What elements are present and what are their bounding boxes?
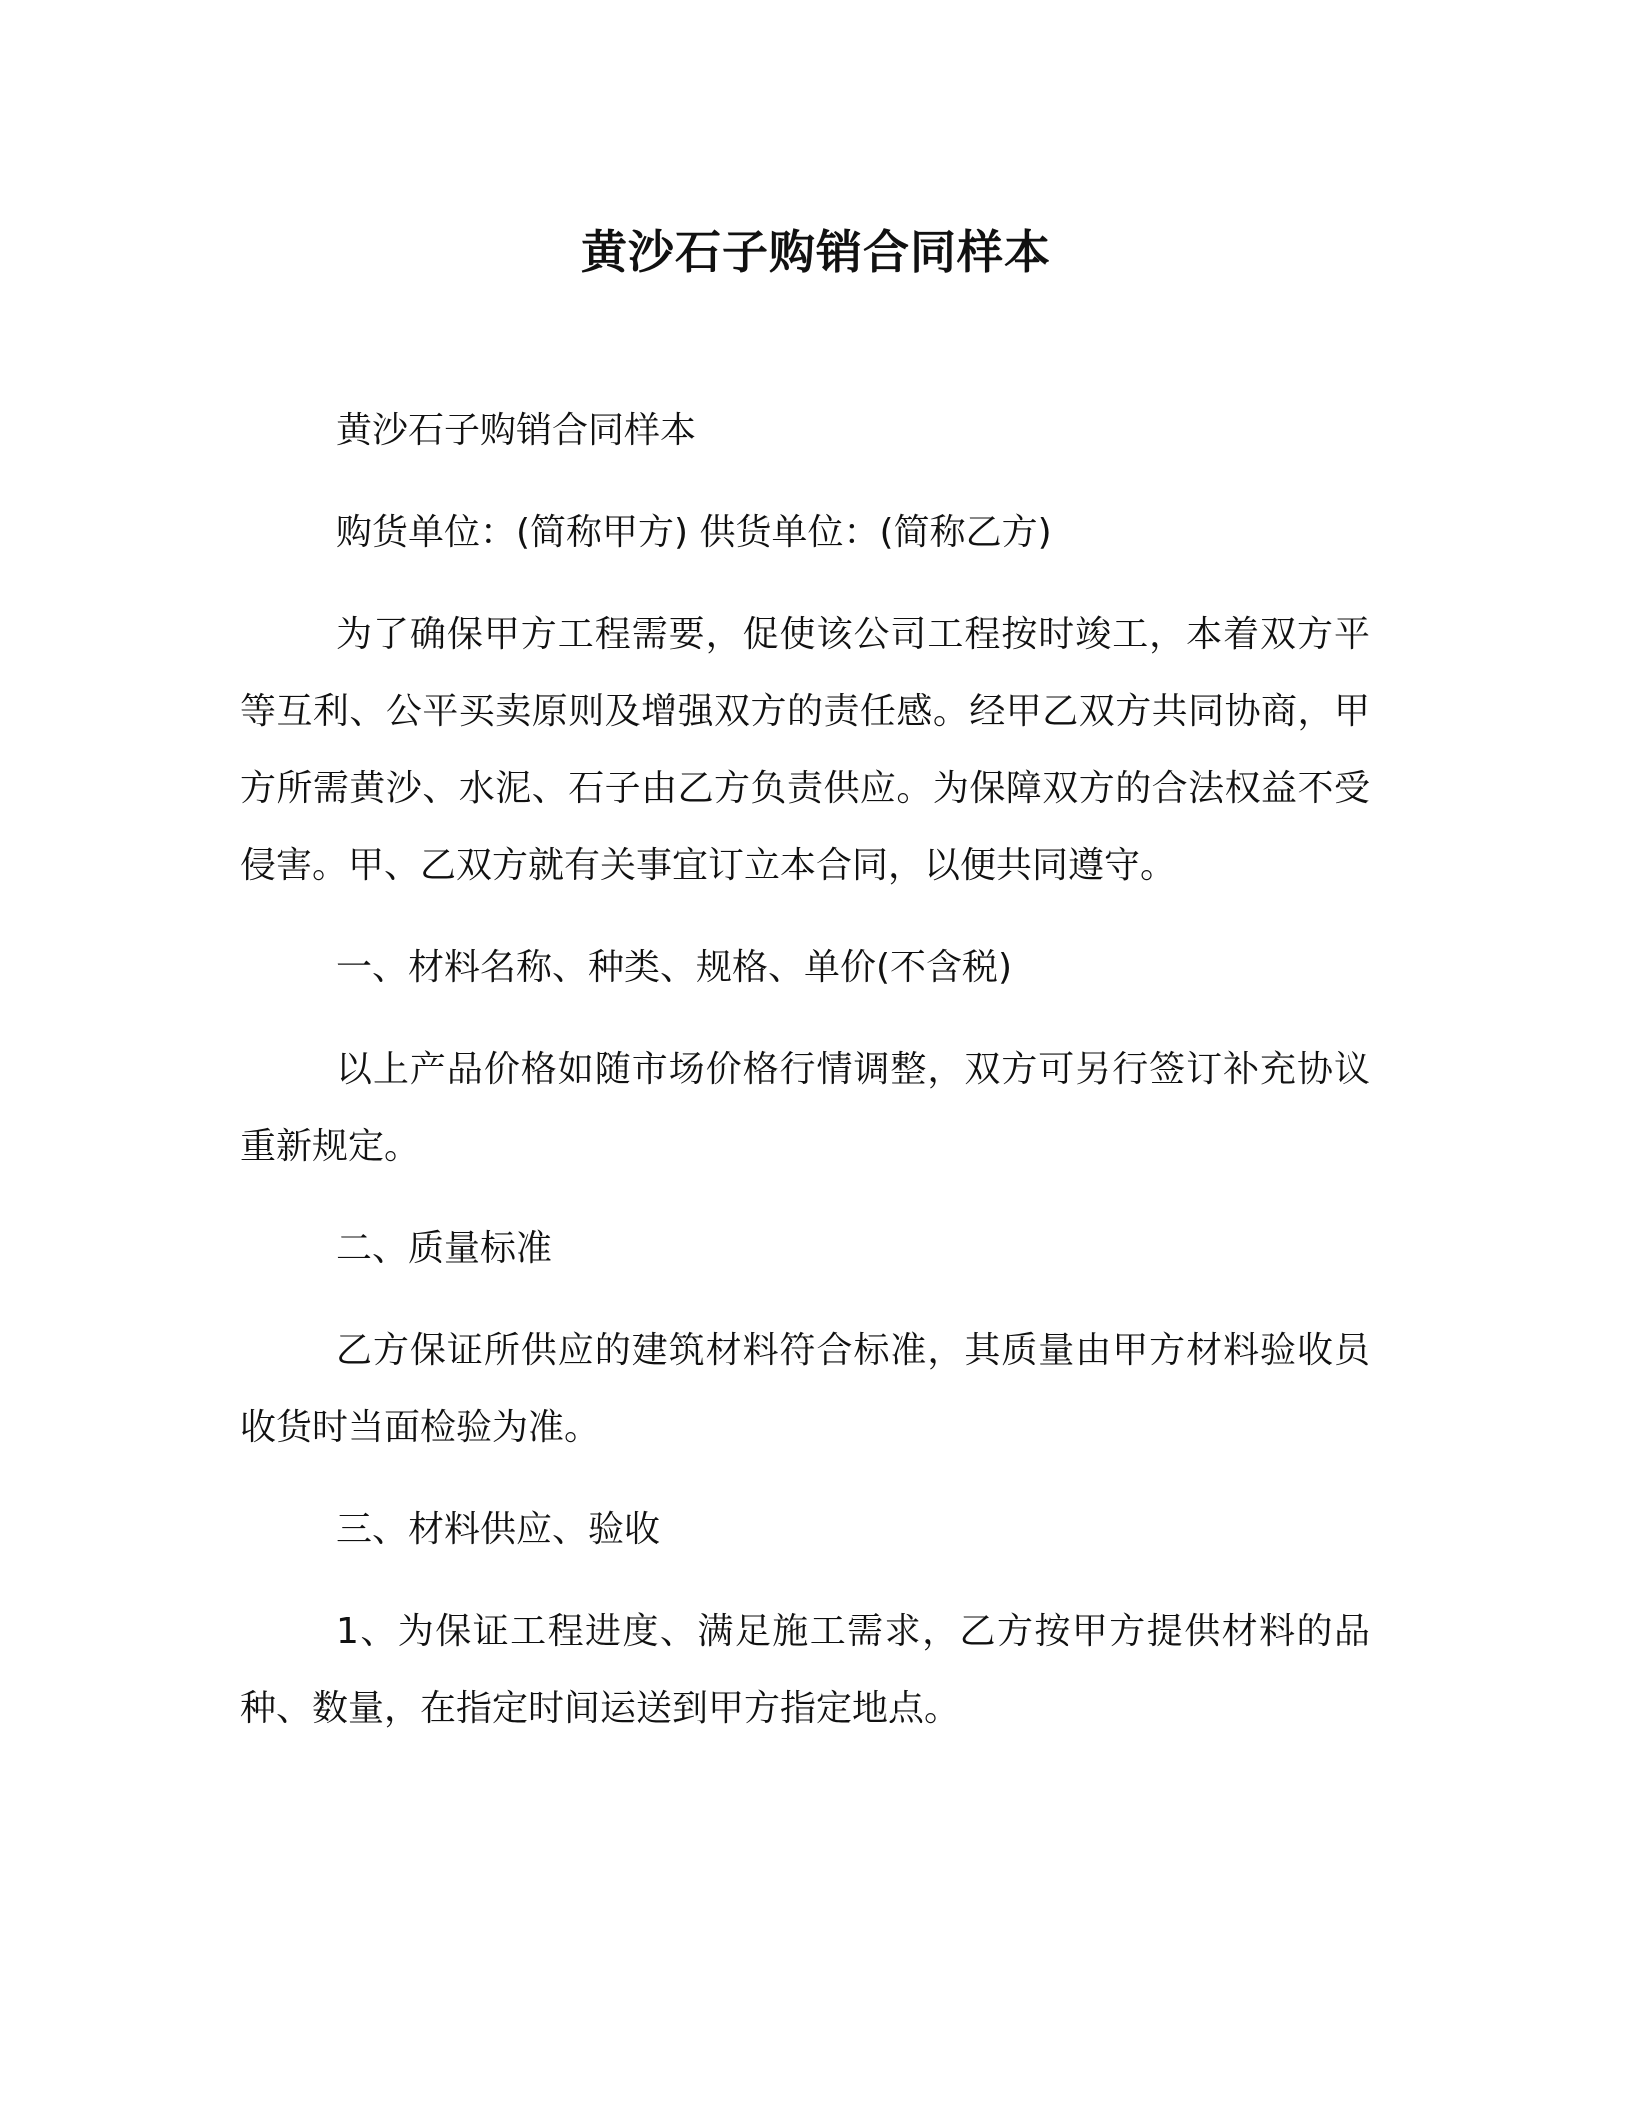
- section-heading-supply: 三、材料供应、验收: [336, 1509, 661, 1550]
- section-heading-quality: 二、质量标准: [336, 1228, 553, 1269]
- section-heading-materials: 一、材料名称、种类、规格、单价(不含税): [336, 947, 1013, 988]
- document-title: 黄沙石子购销合同样本: [581, 225, 1051, 279]
- preamble-paragraph: 为了确保甲方工程需要，促使该公司工程按时竣工，本着双方平等互利、公平买卖原则及增强双方的责任感。经甲乙双方共同协商，甲方所需黄沙、水泥、石子由乙方负责供应。为保障双方的合法权益不受侵害。甲、乙双方就有关事宜订立本合同，以便共同遵守。: [240, 614, 1370, 886]
- price-adjustment-paragraph: 以上产品价格如随市场价格行情调整，双方可另行签订补充协议重新规定。: [240, 1049, 1370, 1167]
- document-body: [240, 392, 1370, 1772]
- quality-paragraph: 乙方保证所供应的建筑材料符合标准，其质量由甲方材料验收员收货时当面检验为准。: [240, 1330, 1370, 1448]
- supply-clause-1: 1、为保证工程进度、满足施工需求，乙方按甲方提供材料的品种、数量，在指定时间运送到甲方指定地点。: [240, 1611, 1370, 1729]
- subtitle-paragraph: 黄沙石子购销合同样本: [336, 410, 697, 451]
- parties-paragraph: 购货单位：(简称甲方) 供货单位：(简称乙方): [336, 512, 1052, 553]
